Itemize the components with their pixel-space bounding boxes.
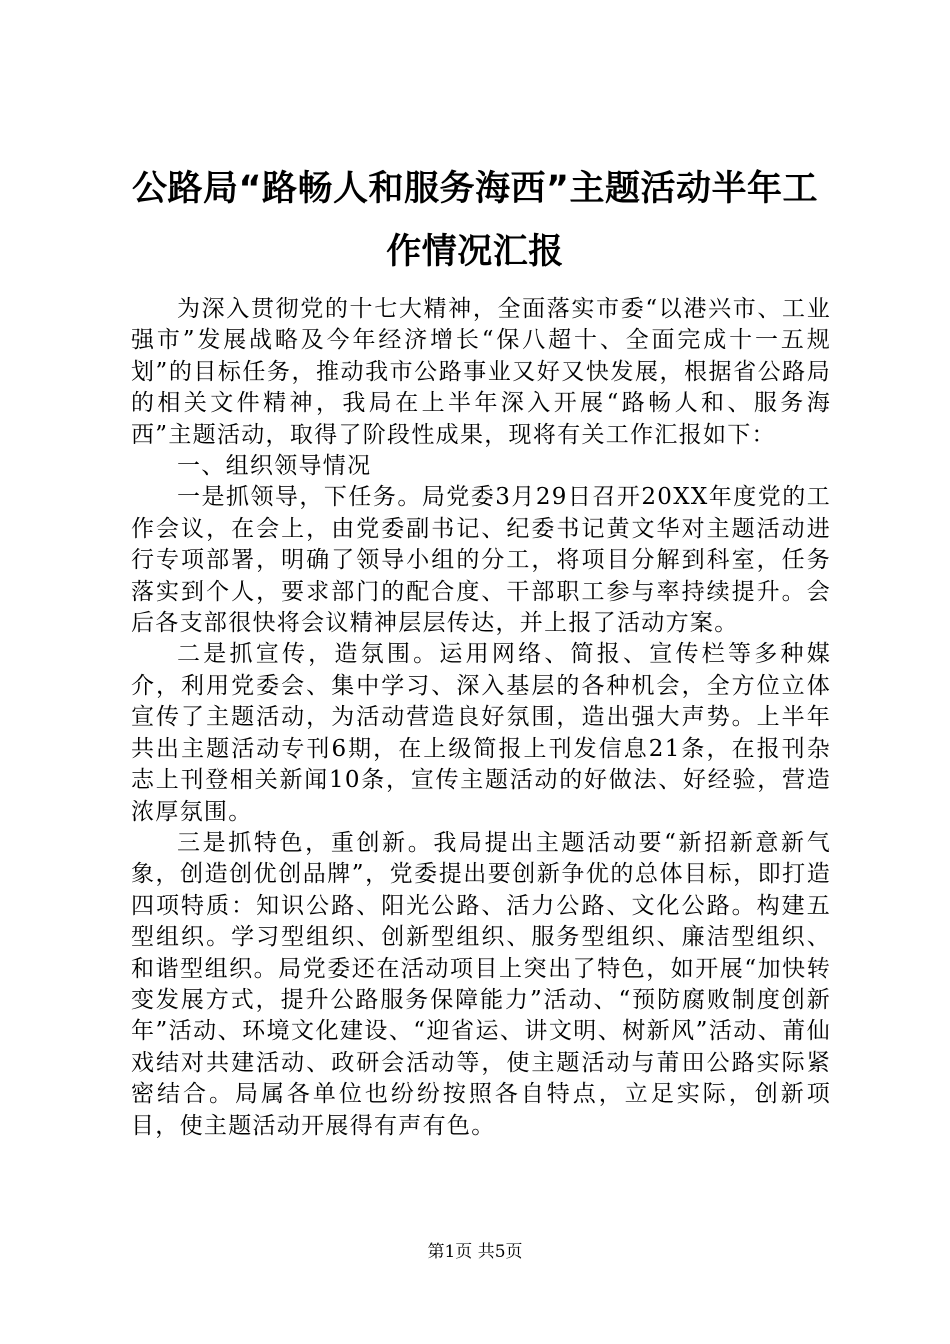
- document-title: 公路局“路畅人和服务海西”主题活动半年工作情况汇报: [131, 169, 818, 272]
- page-footer: 第1页 共5页: [427, 1242, 523, 1262]
- section-heading: 一、组织领导情况: [177, 453, 372, 480]
- intro-paragraph: 为深入贯彻党的十七大精神，全面落实市委“以港兴市、工业强市”发展战略及今年经济增长“保八超十、全面完成十一五规划”的目标任务，推动我市公路事业又好又快发展，根据省公路局的相关文件精神，我局在上半年深入开展“路畅人和、服务海西”主题活动，取得了阶段性成果，现将有关工作汇报如下：: [131, 296, 831, 448]
- body-paragraph: 一是抓领导，下任务。局党委3月29日召开20XX年度党的工作会议，在会上，由党委副书记、纪委书记黄文华对主题活动进行专项部署，明确了领导小组的分工，将项目分解到科室，任务落实到个人，要求部门的配合度、干部职工参与率持续提升。会后各支部很快将会议精神层层传达，并上报了活动方案。: [131, 484, 831, 637]
- body-paragraph: 二是抓宣传，造氛围。运用网络、简报、宣传栏等多种媒介，利用党委会、集中学习、深入基层的各种机会，全方位立体宣传了主题活动，为活动营造良好氛围，造出强大声势。上半年共出主题活动专刊6期，在上级简报上刊发信息21条，在报刊杂志上刊登相关新闻10条，宣传主题活动的好做法、好经验，营造浓厚氛围。: [131, 641, 831, 825]
- body-paragraph: 三是抓特色，重创新。我局提出主题活动要“新招新意新气象，创造创优创品牌”，党委提出要创新争优的总体目标，即打造四项特质：知识公路、阳光公路、活力公路、文化公路。构建五型组织。学习型组织、创新型组织、服务型组织、廉洁型组织、和谐型组织。局党委还在活动项目上突出了特色，如开展“加快转变发展方式，提升公路服务保障能力”活动、“预防腐败制度创新年”活动、环境文化建设、“迎省运、讲文明、树新风”活动、莆仙戏结对共建活动、政研会活动等，使主题活动与莆田公路实际紧密结合。局属各单位也纷纷按照各自特点，立足实际，创新项目，使主题活动开展得有声有色。: [131, 829, 831, 1139]
- document-body: [131, 294, 831, 1142]
